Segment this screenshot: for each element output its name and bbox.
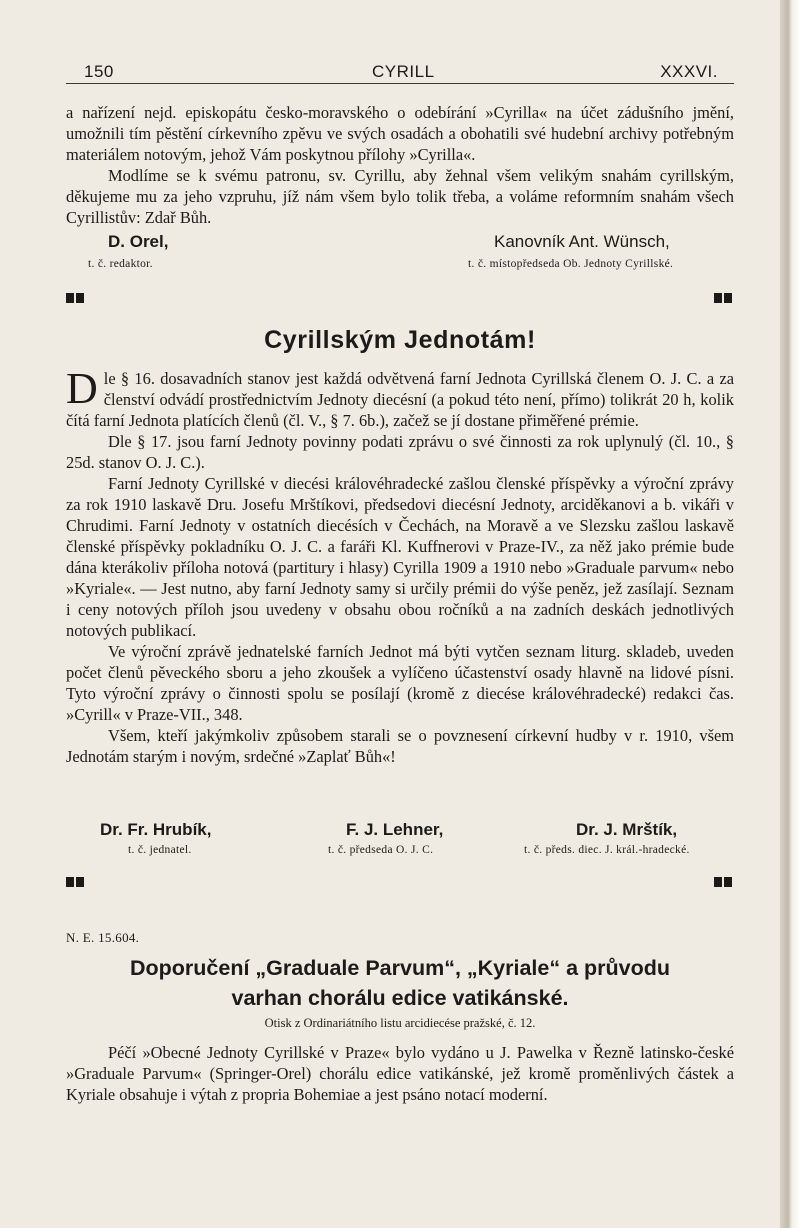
section1-paragraph-5: Všem, kteří jakýmkoliv způsobem starali se o povznesení církevní hudby v r. 1910, všem Jednotám starým i novým, srdečné »Zaplať Bůh«! <box>66 726 734 766</box>
page-number: 150 <box>84 62 114 81</box>
section1-text <box>66 364 734 767</box>
section-subtitle: Otisk z Ordinariátního listu arcidiecése pražské, č. 12. <box>264 1016 536 1030</box>
signature-mrstik: Dr. J. Mrštík, <box>576 820 678 839</box>
signature-orel: D. Orel, <box>108 232 169 251</box>
section-title-doporuceni-line-1: Doporučení „Graduale Parvum“, „Kyriale“ a průvodu <box>129 956 671 980</box>
intro-paragraph-1: a nařízení nejd. episkopátu česko-moravského o odebírání »Cyrilla« na účet zádušního jmění, umožnili tím pěstění církevního zpěvu ve svých osadách a obohatili své hudební archivy potřebným materiálem notovým, jehož Vám poskytnou přílohy »Cyrilla«. <box>66 103 734 164</box>
signature-lehner: F. J. Lehner, <box>346 820 444 839</box>
page-edge <box>780 0 800 1228</box>
ornament-left <box>66 293 84 303</box>
signature-wunsch: Kanovník Ant. Wünsch, <box>494 232 670 251</box>
section1-paragraph-2: Dle § 17. jsou farní Jednoty povinny podati zprávu o své činnosti za rok uplynulý (čl. 10., § 25d. stanov O. J. C.). <box>66 432 734 472</box>
section-title-doporuceni-line-2: varhan chorálu edice vatikánské. <box>231 986 569 1010</box>
drop-cap: D <box>66 364 98 413</box>
section1-paragraph-3: Farní Jednoty Cyrillské v diecési královéhradecké zašlou členské příspěvky a výroční zprávy za rok 1910 laskavě Dru. Josefu Mrštíkovi, předsedovi diecésní Jednoty, arciděkanovi a b. vikáři v Chrudimi. Farní Jednoty v ostatních diecésích v Čechách, na Moravě a ve Slezsku zašlou laskavě členské příspěvky pokladníku O. J. C. a faráři Kl. Kuffnerovi v Praze-IV., za něž jako prémie bude dána kterákoliv příloha notová (partitury i hlasy) Cyrilla 1909 a 1910 nebo »Graduale parvum« nebo »Kyriale«. — Jest nutno, aby farní Jednoty samy si určily prémii do výše peněz, jež zasílají. Seznam i ceny notových příloh jsou uvedeny v obsahu obou ročníků a na zadních deskách jednotlivých notových publikací. <box>66 474 734 640</box>
section1-paragraph-1: Dle § 16. dosavadních stanov jest každá odvětvená farní Jednota Cyrillská členem O. J. C. a za členství odvádí prostřednictvím Jednoty diecésní (a pokud této není, přímo) tolikrát 20 h, kolik čítá farní Jednota platících členů (čl. V., § 7. 6b.), začež se jí dostane přiměřené prémie. <box>66 364 734 430</box>
ornament-right <box>714 293 732 303</box>
signature-orel-role: t. č. redaktor. <box>88 258 153 270</box>
section2-text <box>66 1042 734 1105</box>
signature-mrstik-role: t. č. předs. diec. J. král.-hradecké. <box>524 844 690 856</box>
ornament-left-2 <box>66 877 84 887</box>
header-rule <box>66 83 734 84</box>
signature-hrubik-role: t. č. jednatel. <box>128 844 192 856</box>
journal-title: CYRILL <box>372 62 435 81</box>
intro-text <box>66 102 734 228</box>
section2-paragraph-1: Péčí »Obecné Jednoty Cyrillské v Praze« bylo vydáno u J. Pawelka v Řezně latinsko-české »Graduale Parvum« (Springer-Orel) chorálu edice vatikánské, jež kromě proměnlivých částek a Kyriale obsahuje i výtah z propria Bohemiae a jest psáno notací moderní. <box>66 1043 734 1104</box>
section-title-cyrillskym-jednotam: Cyrillským Jednotám! <box>264 326 536 354</box>
intro-paragraph-2: Modlíme se k svému patronu, sv. Cyrillu, aby žehnal všem velikým snahám cyrillským, děkujeme mu za jeho vzpruhu, jíž nám všem bylo tolik třeba, a voláme reformním snahám všech Cyrillistův: Zdař Bůh. <box>66 166 734 227</box>
ornament-right-2 <box>714 877 732 887</box>
signature-hrubik: Dr. Fr. Hrubík, <box>100 820 212 839</box>
signature-wunsch-role: t. č. místopředseda Ob. Jednoty Cyrillské. <box>468 258 674 270</box>
running-header <box>66 60 734 82</box>
signature-lehner-role: t. č. předseda O. J. C. <box>328 844 434 856</box>
section1-paragraph-4: Ve výroční zprávě jednatelské farních Jednot má býti vytčen seznam liturg. skladeb, uveden počet členů pěveckého sboru a jeho zkoušek a vylíčeno účastenství osady hlavně na lidové písni. Tyto výroční zprávy o činnosti spolu se posílají (kromě z diecése královéhradecké) redakci čas. »Cyrill« v Praze-VII., 348. <box>66 642 734 724</box>
volume-number: XXXVI. <box>660 62 718 81</box>
reference-number: N. E. 15.604. <box>66 930 140 945</box>
